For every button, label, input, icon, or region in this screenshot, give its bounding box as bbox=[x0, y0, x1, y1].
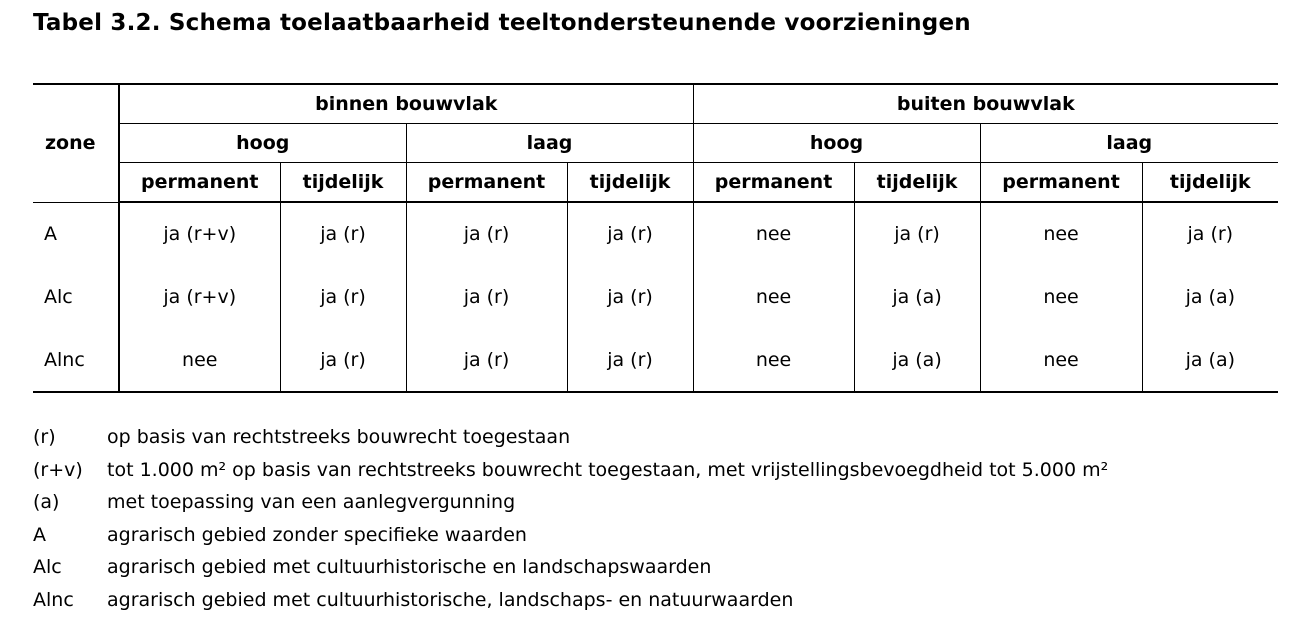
table-row bbox=[33, 202, 1278, 265]
table-cell: ja (r) bbox=[406, 202, 567, 265]
legend-text: agrarisch gebied met cultuurhistorische, landschaps- en natuurwaarden bbox=[107, 588, 794, 611]
table-cell: nee bbox=[980, 202, 1142, 265]
table-title: Tabel 3.2. Schema toelaatbaarheid teeltondersteunende voorzieningen bbox=[33, 10, 971, 36]
permissibility-table bbox=[33, 83, 1278, 393]
height-header-binnen-hoog: hoog bbox=[119, 124, 406, 163]
table-cell: ja (a) bbox=[1142, 265, 1278, 328]
legend-code: (r) bbox=[33, 426, 56, 448]
zone-cell: Alnc bbox=[33, 328, 119, 392]
table-cell: ja (a) bbox=[1142, 328, 1278, 392]
legend-item bbox=[33, 519, 1108, 552]
table-cell: ja (r) bbox=[567, 328, 693, 392]
col-header-tijdelijk: tijdelijk bbox=[567, 163, 693, 203]
table-cell: ja (r) bbox=[567, 202, 693, 265]
legend-code: Alc bbox=[33, 556, 62, 579]
col-header-permanent: permanent bbox=[406, 163, 567, 203]
zone-cell: Alc bbox=[44, 285, 73, 308]
zone-header: zone bbox=[33, 84, 119, 202]
legend-text: met toepassing van een aanlegvergunning bbox=[107, 491, 516, 514]
legend-item bbox=[33, 551, 1108, 584]
group-header-buiten: buiten bouwvlak bbox=[693, 84, 1278, 124]
table-row bbox=[33, 265, 1278, 328]
table-cell: ja (r) bbox=[1142, 202, 1278, 265]
legend-item bbox=[33, 584, 1108, 617]
legend-item bbox=[33, 454, 1108, 487]
legend-text: tot 1.000 m² op basis van rechtstreeks bouwrecht toegestaan, met vrijstellingsbevoegdheid tot 5.000 m² bbox=[107, 458, 1109, 481]
col-header-tijdelijk: tijdelijk bbox=[1142, 163, 1278, 203]
table-cell: ja (r+v) bbox=[119, 265, 280, 328]
table-cell: ja (r) bbox=[854, 202, 980, 265]
table-cell: ja (r) bbox=[406, 265, 567, 328]
height-header-buiten-laag: laag bbox=[980, 124, 1278, 163]
legend-code: Alnc bbox=[33, 588, 74, 611]
table-cell: ja (r) bbox=[406, 328, 567, 392]
table-cell: ja (a) bbox=[854, 265, 980, 328]
zone-cell: A bbox=[44, 222, 57, 245]
table-cell: nee bbox=[980, 328, 1142, 392]
group-header-binnen: binnen bouwvlak bbox=[119, 84, 693, 124]
legend-text: op basis van rechtstreeks bouwrecht toegestaan bbox=[107, 426, 571, 448]
legend-code: (r+v) bbox=[33, 458, 83, 481]
col-header-tijdelijk: tijdelijk bbox=[280, 163, 406, 203]
height-header-buiten-hoog: hoog bbox=[693, 124, 980, 163]
table-cell: ja (r) bbox=[280, 265, 406, 328]
table-cell: nee bbox=[119, 328, 280, 392]
legend-item bbox=[33, 486, 1108, 519]
table-cell: ja (r) bbox=[280, 328, 406, 392]
table-cell: ja (r+v) bbox=[119, 202, 280, 265]
legend-code: A bbox=[33, 523, 46, 546]
height-header-binnen-laag: laag bbox=[406, 124, 693, 163]
table-cell: nee bbox=[693, 265, 854, 328]
table-cell: nee bbox=[980, 265, 1142, 328]
table-cell: nee bbox=[693, 202, 854, 265]
table-cell: ja (a) bbox=[854, 328, 980, 392]
legend-item bbox=[33, 421, 1108, 454]
legend-text: agrarisch gebied zonder specifieke waarden bbox=[107, 523, 527, 546]
table-cell: ja (r) bbox=[567, 265, 693, 328]
table-cell: ja (r) bbox=[280, 202, 406, 265]
legend-text: agrarisch gebied met cultuurhistorische en landschapswaarden bbox=[107, 556, 712, 579]
col-header-tijdelijk: tijdelijk bbox=[854, 163, 980, 203]
col-header-permanent: permanent bbox=[980, 163, 1142, 203]
legend-code: (a) bbox=[33, 491, 60, 514]
col-header-permanent: permanent bbox=[119, 163, 280, 203]
legend bbox=[33, 421, 1108, 617]
col-header-permanent: permanent bbox=[693, 163, 854, 203]
table-cell: nee bbox=[693, 328, 854, 392]
table-row bbox=[33, 328, 1278, 392]
